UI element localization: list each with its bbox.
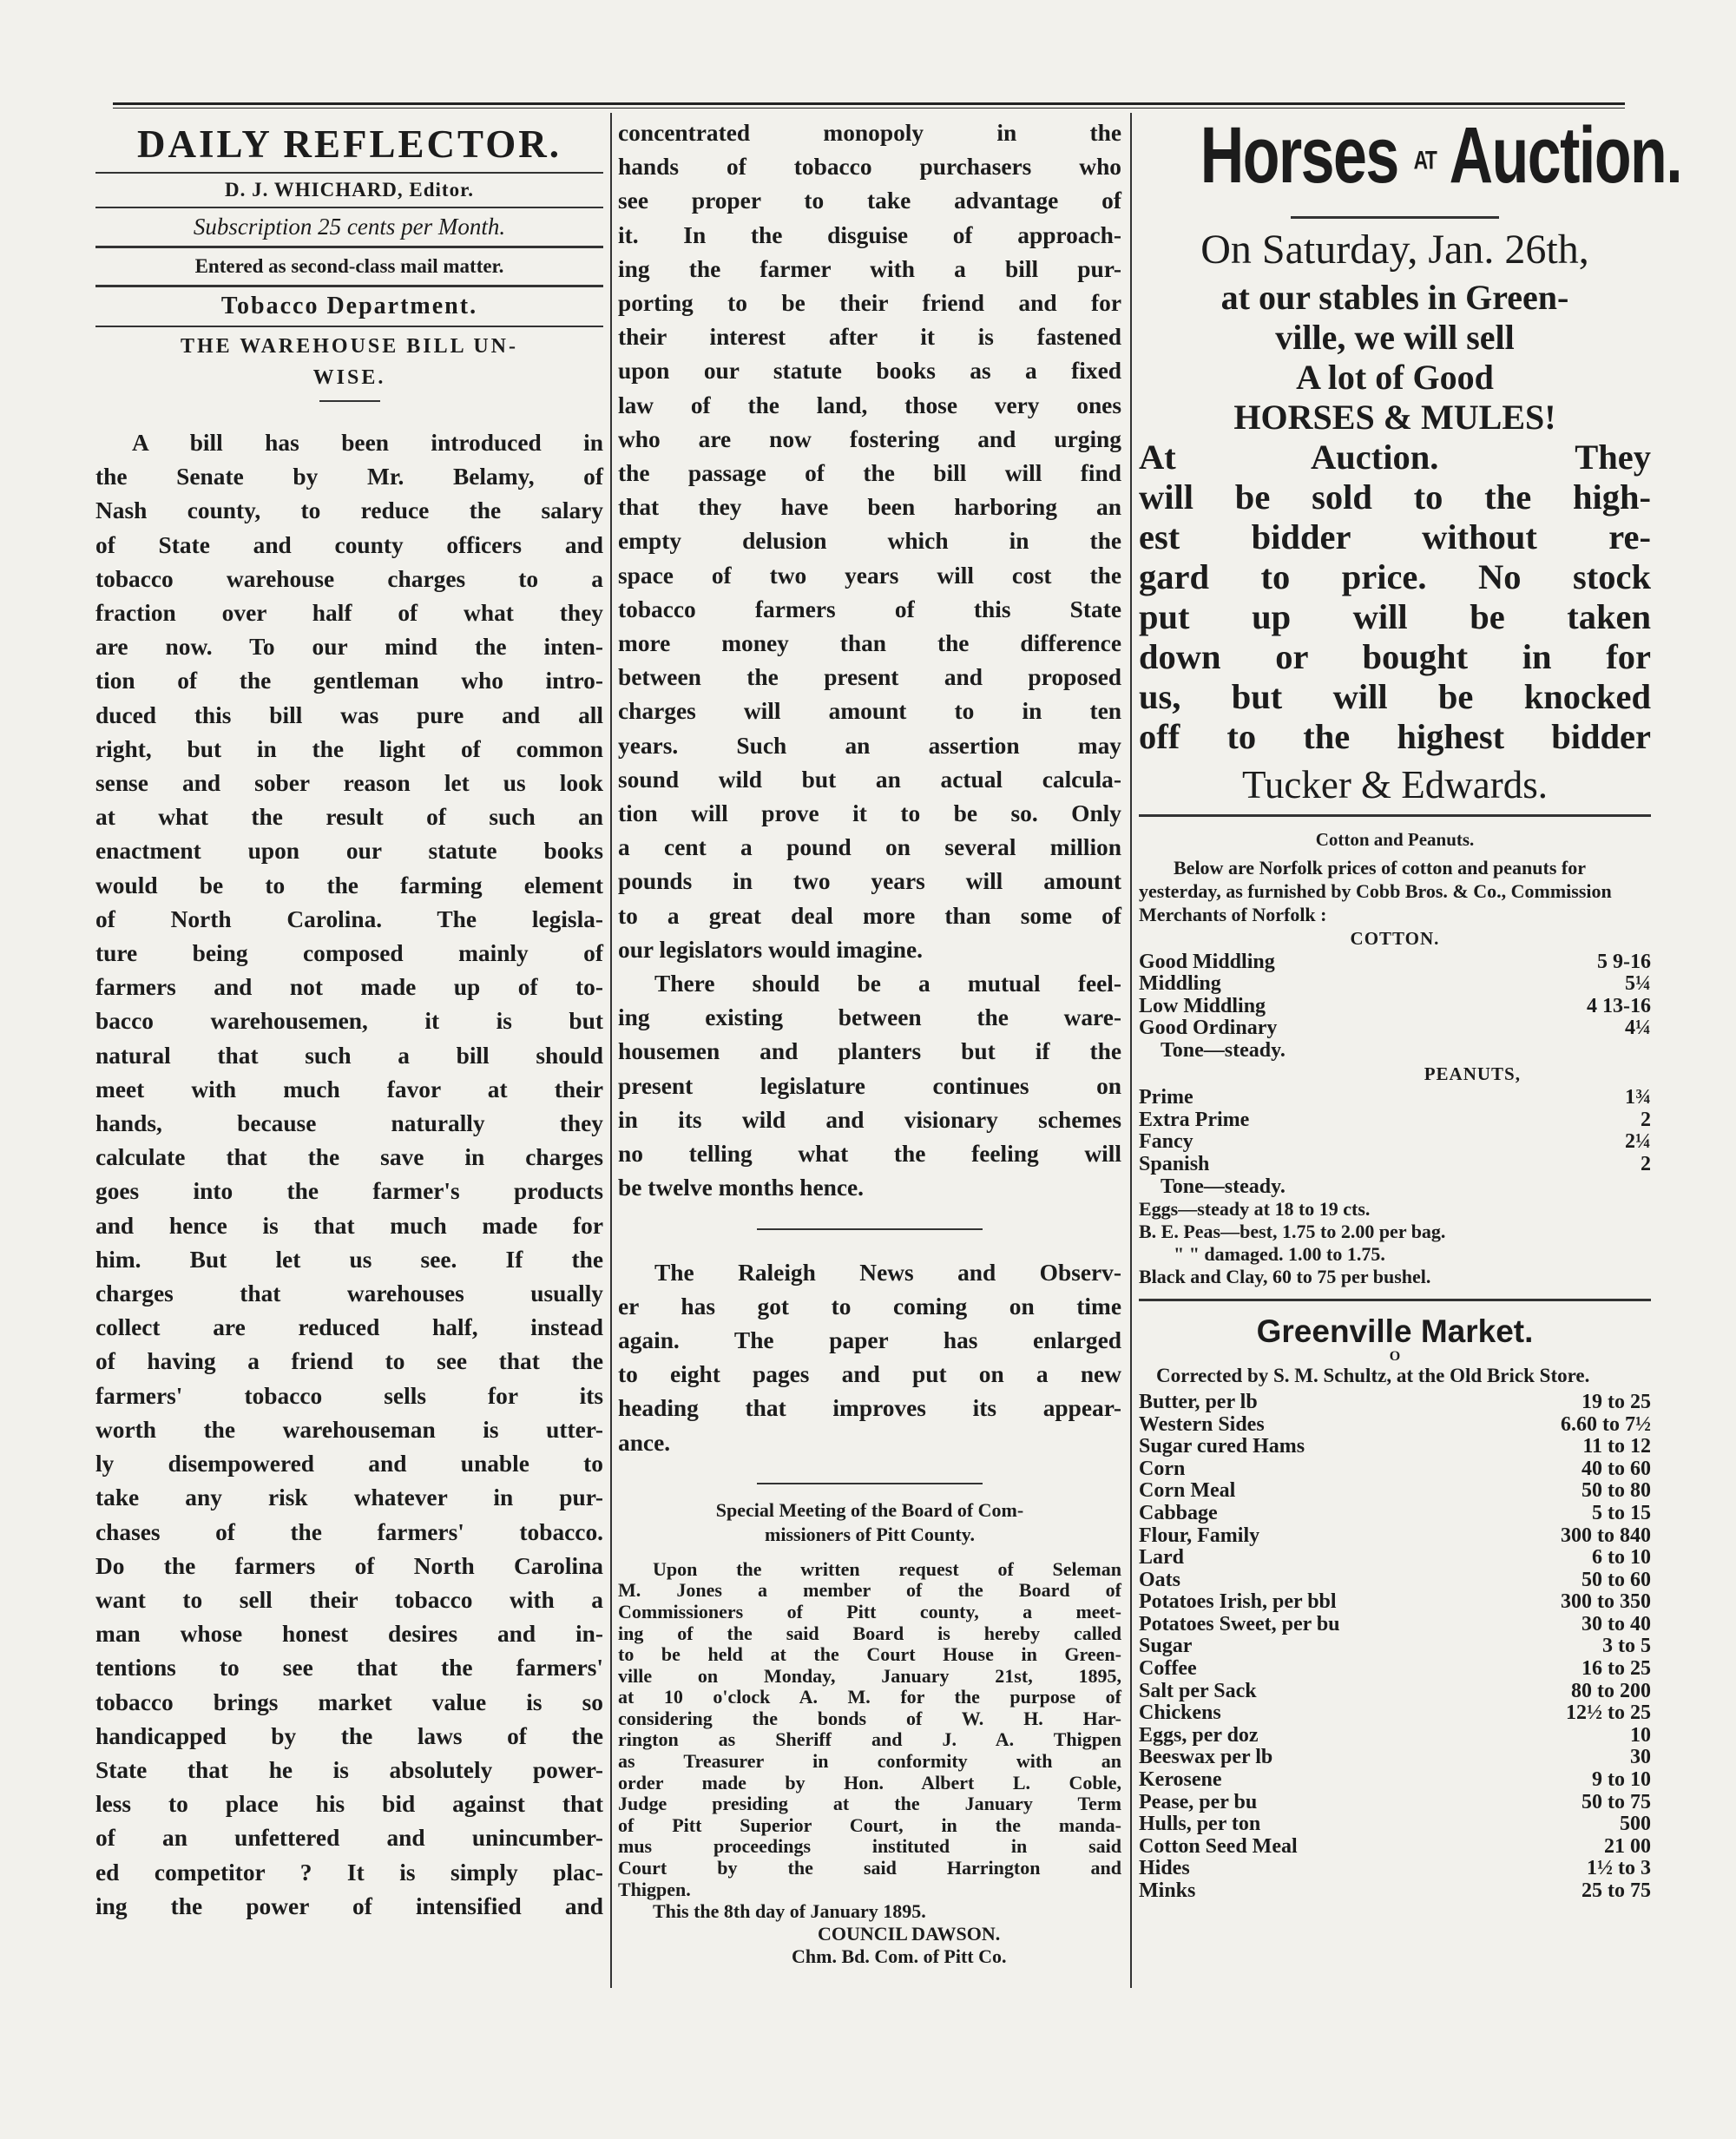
auction-line-2: ville, we will sell bbox=[1275, 317, 1515, 357]
text-line: Commissioners of Pitt county, a meet- bbox=[618, 1600, 1121, 1622]
text-line: off to the highest bidder bbox=[1139, 716, 1651, 756]
auction-date: On Saturday, Jan. 26th, bbox=[1200, 226, 1589, 273]
market-row-name: Sugar bbox=[1139, 1635, 1193, 1658]
text-line: gard to price. No stock bbox=[1139, 556, 1651, 596]
text-line: want to sell their tobacco with a bbox=[95, 1586, 603, 1613]
text-line: Do the farmers of North Carolina bbox=[95, 1552, 603, 1579]
top-rule bbox=[113, 102, 1625, 105]
text-line: put up will be taken bbox=[1139, 596, 1651, 636]
ornamental-rule bbox=[1291, 216, 1499, 219]
text-line: ture being composed mainly of bbox=[95, 940, 603, 967]
peanut-row-name: Extra Prime bbox=[1139, 1108, 1250, 1131]
market-row-name: Coffee bbox=[1139, 1657, 1197, 1681]
auction-line-4: HORSES & MULES! bbox=[1233, 397, 1556, 437]
text-line: heading that improves its appear- bbox=[618, 1395, 1121, 1422]
market-row-price: 50 to 80 bbox=[1581, 1479, 1651, 1503]
text-line: ing the power of intensified and bbox=[95, 1892, 603, 1919]
market-row-name: Flour, Family bbox=[1139, 1524, 1260, 1547]
text-line: Nash county, to reduce the salary bbox=[95, 497, 603, 524]
text-line: see proper to take advantage of bbox=[618, 188, 1121, 214]
text-line: more money than the difference bbox=[618, 630, 1121, 657]
divider bbox=[95, 326, 603, 327]
market-row-price: 21 00 bbox=[1604, 1834, 1651, 1858]
market-title: Greenville Market. bbox=[1256, 1313, 1534, 1349]
cotton-row-name: Low Middling bbox=[1139, 994, 1266, 1017]
market-row bbox=[1139, 1836, 1651, 1859]
text-line: no telling what the feeling will bbox=[618, 1141, 1121, 1168]
divider bbox=[757, 1228, 983, 1230]
text-line: handicapped by the laws of the bbox=[95, 1722, 603, 1749]
market-row-price: 1½ to 3 bbox=[1587, 1857, 1651, 1880]
divider bbox=[757, 1483, 983, 1484]
mail-notice: Entered as second-class mail matter. bbox=[194, 255, 504, 277]
text-line: ing existing between the ware- bbox=[618, 1004, 1121, 1031]
meeting-date: This the 8th day of January 1895. bbox=[653, 1900, 926, 1923]
text-line: Court by the said Harrington and bbox=[618, 1857, 1121, 1879]
text-line: ing of the said Board is hereby called bbox=[618, 1622, 1121, 1644]
peanut-row bbox=[1139, 1131, 1651, 1153]
text-line: tion will prove it to be so. Only bbox=[618, 800, 1121, 827]
market-row bbox=[1139, 1858, 1651, 1880]
text-line: enactment upon our statute books bbox=[95, 838, 603, 865]
text-line: take any risk whatever in pur- bbox=[95, 1484, 603, 1511]
text-line: tentions to see that the farmers' bbox=[95, 1655, 603, 1682]
text-line: the passage of the bill will find bbox=[618, 460, 1121, 487]
market-row bbox=[1139, 1414, 1651, 1437]
text-line: ville on Monday, January 21st, 1895, bbox=[618, 1664, 1121, 1687]
peanut-row bbox=[1139, 1109, 1651, 1131]
auction-title-at: AT bbox=[1413, 146, 1437, 175]
text-line: the Senate by Mr. Belamy, of bbox=[95, 464, 603, 490]
text-line: sound wild but an actual calcula- bbox=[618, 766, 1121, 793]
text-line: that they have been harboring an bbox=[618, 494, 1121, 521]
market-row-price: 40 to 60 bbox=[1581, 1457, 1651, 1480]
text-line: him. But let us see. If the bbox=[95, 1246, 603, 1273]
market-row-name: Lard bbox=[1139, 1546, 1185, 1570]
text-line: hands of tobacco purchasers who bbox=[618, 154, 1121, 181]
auction-title-horses: Horses bbox=[1200, 111, 1398, 200]
text-line: mus proceedings instituted in said bbox=[618, 1835, 1121, 1858]
text-line: The Raleigh News and Observ- bbox=[654, 1259, 1121, 1286]
market-row bbox=[1139, 1813, 1651, 1836]
market-row-name: Beeswax per lb bbox=[1139, 1746, 1273, 1769]
text-line: Upon the written request of Seleman bbox=[653, 1557, 1121, 1580]
editor-line: D. J. WHICHARD, Editor. bbox=[225, 179, 474, 201]
peanut-row-name: Prime bbox=[1139, 1086, 1194, 1109]
text-line: years. Such an assertion may bbox=[618, 732, 1121, 759]
market-row bbox=[1139, 1725, 1651, 1747]
market-row bbox=[1139, 1503, 1651, 1525]
market-row-price: 16 to 25 bbox=[1581, 1657, 1651, 1681]
cotton-row bbox=[1139, 996, 1651, 1017]
column-3 bbox=[1139, 111, 1682, 1903]
text-line: natural that such a bill should bbox=[95, 1042, 603, 1069]
text-line: again. The paper has enlarged bbox=[618, 1326, 1121, 1353]
text-line: chases of the farmers' tobacco. bbox=[95, 1518, 603, 1545]
text-line: duced this bill was pure and all bbox=[95, 701, 603, 728]
text-line: to a great deal more than some of bbox=[618, 902, 1121, 929]
market-row-price: 11 to 12 bbox=[1582, 1435, 1651, 1458]
text-line: considering the bonds of W. H. Har- bbox=[618, 1707, 1121, 1729]
text-line: tobacco brings market value is so bbox=[95, 1688, 603, 1715]
text-line: of an unfettered and unincumber- bbox=[95, 1825, 603, 1852]
text-line: a cent a pound on several million bbox=[618, 834, 1121, 861]
subscription-line: Subscription 25 cents per Month. bbox=[193, 214, 506, 240]
text-line: calculate that the save in charges bbox=[95, 1144, 603, 1171]
peanut-row bbox=[1139, 1154, 1651, 1175]
text-line: tobacco warehouse charges to a bbox=[95, 565, 603, 592]
peanut-row-price: 2 bbox=[1641, 1108, 1651, 1131]
auction-firm: Tucker & Edwards. bbox=[1241, 762, 1549, 806]
text-line: er has got to coming on time bbox=[618, 1293, 1121, 1320]
market-row-price: 80 to 200 bbox=[1571, 1679, 1651, 1702]
market-row-price: 6.60 to 7½ bbox=[1561, 1412, 1651, 1436]
text-line: who are now fostering and urging bbox=[618, 425, 1121, 452]
market-row-name: Butter, per lb bbox=[1139, 1390, 1258, 1413]
auction-title bbox=[1200, 108, 1682, 209]
market-row bbox=[1139, 1614, 1651, 1636]
market-row-name: Oats bbox=[1139, 1568, 1180, 1591]
text-line: will be sold to the high- bbox=[1139, 477, 1651, 517]
market-row-name: Pease, per bu bbox=[1139, 1790, 1258, 1813]
market-row bbox=[1139, 1591, 1651, 1614]
text-line: empty delusion which in the bbox=[618, 528, 1121, 555]
text-line: meet with much favor at their bbox=[95, 1076, 603, 1102]
market-row-name: Potatoes Sweet, per bu bbox=[1139, 1612, 1340, 1636]
market-row bbox=[1139, 1480, 1651, 1503]
text-line: our legislators would imagine. bbox=[618, 936, 924, 963]
text-line: us, but will be knocked bbox=[1139, 676, 1651, 716]
column-rule-1 bbox=[610, 113, 612, 1988]
text-line: order made by Hon. Albert L. Coble, bbox=[618, 1771, 1121, 1793]
text-line: present legislature continues on bbox=[618, 1072, 1121, 1099]
market-row-price: 19 to 25 bbox=[1581, 1390, 1651, 1413]
cotton-tone: Tone—steady. bbox=[1161, 1039, 1286, 1063]
text-line: bacco warehousemen, it is but bbox=[95, 1008, 603, 1035]
market-row bbox=[1139, 1547, 1651, 1570]
text-line: pounds in two years will amount bbox=[618, 868, 1121, 895]
market-row bbox=[1139, 1792, 1651, 1814]
market-row-name: Minks bbox=[1139, 1879, 1196, 1903]
text-line: farmers' tobacco sells for its bbox=[95, 1382, 603, 1409]
text-line: less to place his bid against that bbox=[95, 1791, 603, 1818]
black-clay-note: Black and Clay, 60 to 75 per bushel. bbox=[1139, 1265, 1431, 1287]
text-line: concentrated monopoly in the bbox=[618, 120, 1121, 146]
market-row-price: 300 to 350 bbox=[1561, 1590, 1651, 1614]
text-line: would be to the farming element bbox=[95, 872, 603, 898]
market-intro: Corrected by S. M. Schultz, at the Old Brick Store. bbox=[1156, 1364, 1590, 1386]
market-row bbox=[1139, 1702, 1651, 1725]
cotton-row-price: 5¼ bbox=[1625, 972, 1651, 996]
text-line: at 10 o'clock A. M. for the purpose of bbox=[618, 1686, 1121, 1708]
text-line: ly disempowered and unable to bbox=[95, 1451, 603, 1478]
department-heading: Tobacco Department. bbox=[220, 293, 478, 319]
text-line: down or bought in for bbox=[1139, 636, 1651, 676]
text-line: space of two years will cost the bbox=[618, 562, 1121, 589]
market-row-name: Chickens bbox=[1139, 1701, 1221, 1725]
text-line: tion of the gentleman who intro- bbox=[95, 668, 603, 694]
divider bbox=[95, 207, 603, 208]
market-row bbox=[1139, 1880, 1651, 1903]
market-row-name: Eggs, per doz bbox=[1139, 1723, 1259, 1747]
meeting-signer-title: Chm. Bd. Com. of Pitt Co. bbox=[792, 1945, 1007, 1968]
text-line: of North Carolina. The legisla- bbox=[95, 905, 603, 932]
cotton-row bbox=[1139, 973, 1651, 995]
text-line: M. Jones a member of the Board of bbox=[618, 1579, 1121, 1602]
market-row-name: Corn Meal bbox=[1139, 1479, 1236, 1503]
text-line: rington as Sheriff and J. A. Thigpen bbox=[618, 1728, 1121, 1751]
market-row-price: 500 bbox=[1620, 1813, 1651, 1836]
text-line: charges that warehouses usually bbox=[95, 1280, 603, 1307]
market-row-price: 50 to 60 bbox=[1581, 1568, 1651, 1591]
text-line: it. In the disguise of approach- bbox=[618, 221, 1121, 248]
text-line: of Pitt Superior Court, in the manda- bbox=[618, 1813, 1121, 1836]
text-line: hands, because naturally they bbox=[95, 1110, 603, 1137]
meeting-signer: COUNCIL DAWSON. bbox=[818, 1923, 1001, 1945]
text-line: to be held at the Court House in Green- bbox=[618, 1643, 1121, 1666]
market-row-price: 30 to 40 bbox=[1581, 1612, 1651, 1636]
cotton-row-name: Good Ordinary bbox=[1139, 1016, 1278, 1039]
auction-line-3: A lot of Good bbox=[1296, 357, 1494, 397]
market-row-name: Cabbage bbox=[1139, 1501, 1218, 1524]
market-row-price: 5 to 15 bbox=[1592, 1501, 1651, 1524]
market-row-name: Hulls, per ton bbox=[1139, 1813, 1261, 1836]
text-line: porting to be their friend and for bbox=[618, 290, 1121, 317]
cotton-intro: Below are Norfolk prices of cotton and peanuts for yesterday, as furnished by Cobb Bros. & Co., Commission Merchants of Norfolk : bbox=[1139, 856, 1612, 925]
text-line: housemen and planters but if the bbox=[618, 1038, 1121, 1065]
market-row bbox=[1139, 1769, 1651, 1792]
text-line: A bill has been introduced in bbox=[132, 430, 603, 456]
divider bbox=[95, 172, 603, 174]
text-line: are now. To our mind the inten- bbox=[95, 634, 603, 661]
text-line: and hence is that much made for bbox=[95, 1212, 603, 1239]
cotton-row bbox=[1139, 951, 1651, 973]
market-row-name: Potatoes Irish, per bbl bbox=[1139, 1590, 1337, 1614]
text-line: fraction over half of what they bbox=[95, 600, 603, 627]
peanut-row-price: 1¾ bbox=[1625, 1086, 1651, 1109]
text-line: ed competitor ? It is simply plac- bbox=[95, 1859, 603, 1886]
peas-note-1: B. E. Peas—best, 1.75 to 2.00 per bag. bbox=[1139, 1220, 1446, 1242]
market-row-price: 30 bbox=[1630, 1746, 1651, 1769]
text-line: right, but in the light of common bbox=[95, 735, 603, 762]
market-row-price: 12½ to 25 bbox=[1566, 1701, 1651, 1725]
market-row-price: 3 to 5 bbox=[1602, 1635, 1651, 1658]
market-row-price: 9 to 10 bbox=[1592, 1768, 1651, 1792]
peanut-row-name: Fancy bbox=[1139, 1130, 1194, 1154]
text-line: of State and county officers and bbox=[95, 531, 603, 558]
cotton-row-name: Good Middling bbox=[1139, 950, 1275, 973]
article-headline-line-1: THE WAREHOUSE BILL UN- bbox=[181, 335, 518, 358]
market-price-list bbox=[1139, 1392, 1651, 1903]
market-row bbox=[1139, 1747, 1651, 1769]
meeting-headline-line-1: Special Meeting of the Board of Com- bbox=[715, 1498, 1024, 1521]
market-row bbox=[1139, 1436, 1651, 1458]
cotton-row-price: 4 13-16 bbox=[1587, 994, 1651, 1017]
article-text-column-2 bbox=[618, 116, 1121, 1206]
market-row-name: Sugar cured Hams bbox=[1139, 1435, 1305, 1458]
cotton-row bbox=[1139, 1017, 1651, 1039]
auction-body bbox=[1139, 438, 1651, 757]
market-row-price: 25 to 75 bbox=[1581, 1879, 1651, 1903]
article-headline-line-2: WISE. bbox=[312, 366, 386, 389]
text-line: goes into the farmer's products bbox=[95, 1178, 603, 1205]
cotton-subheading: COTTON. bbox=[1350, 927, 1440, 949]
column-rule-2 bbox=[1130, 113, 1132, 1988]
market-row-name: Salt per Sack bbox=[1139, 1679, 1257, 1702]
meeting-notice-text bbox=[618, 1559, 1121, 1901]
text-line: as Treasurer in conformity with an bbox=[618, 1750, 1121, 1773]
cotton-price-list bbox=[1139, 951, 1651, 1040]
column-2 bbox=[618, 116, 1121, 1968]
market-row-price: 10 bbox=[1630, 1723, 1651, 1747]
text-line: law of the land, those very ones bbox=[618, 392, 1121, 418]
meeting-headline-line-2: missioners of Pitt County. bbox=[765, 1523, 975, 1545]
text-line: be twelve months hence. bbox=[618, 1175, 865, 1201]
market-row-price: 50 to 75 bbox=[1581, 1790, 1651, 1813]
text-line: State that he is absolutely power- bbox=[95, 1756, 603, 1783]
market-row bbox=[1139, 1525, 1651, 1548]
text-line: farmers and not made up of to- bbox=[95, 974, 603, 1001]
text-line: tobacco farmers of this State bbox=[618, 596, 1121, 622]
text-line: collect are reduced half, instead bbox=[95, 1314, 603, 1341]
text-line: est bidder without re- bbox=[1139, 517, 1651, 556]
divider bbox=[95, 285, 603, 287]
raleigh-notice bbox=[618, 1256, 1121, 1460]
text-line: Judge presiding at the January Term bbox=[618, 1793, 1121, 1815]
divider bbox=[1139, 1299, 1651, 1301]
market-row-name: Cotton Seed Meal bbox=[1139, 1834, 1298, 1858]
text-line: of having a friend to see that the bbox=[95, 1348, 603, 1375]
market-row bbox=[1139, 1458, 1651, 1481]
cotton-row-price: 4¼ bbox=[1625, 1016, 1651, 1039]
market-row-price: 300 to 840 bbox=[1561, 1524, 1651, 1547]
article-text-column-1 bbox=[95, 426, 603, 1924]
text-line: Thigpen. bbox=[618, 1878, 691, 1900]
market-row-name: Western Sides bbox=[1139, 1412, 1265, 1436]
text-line: There should be a mutual feel- bbox=[654, 971, 1121, 997]
market-row bbox=[1139, 1681, 1651, 1703]
text-line: upon our statute books as a fixed bbox=[618, 358, 1121, 385]
text-line: at what the result of such an bbox=[95, 804, 603, 831]
market-row-name: Kerosene bbox=[1139, 1768, 1222, 1792]
column-1 bbox=[95, 122, 603, 1924]
divider bbox=[1139, 814, 1651, 817]
peanut-row-price: 2¼ bbox=[1625, 1130, 1651, 1154]
cotton-row-name: Middling bbox=[1139, 972, 1221, 996]
market-row bbox=[1139, 1658, 1651, 1681]
short-divider bbox=[319, 400, 380, 402]
peanut-row-price: 2 bbox=[1641, 1152, 1651, 1175]
text-line: At Auction. They bbox=[1139, 437, 1651, 477]
peanut-price-list bbox=[1139, 1087, 1651, 1175]
text-line: between the present and proposed bbox=[618, 664, 1121, 691]
eggs-note: Eggs—steady at 18 to 19 cts. bbox=[1139, 1197, 1371, 1220]
market-row bbox=[1139, 1636, 1651, 1658]
market-row-name: Corn bbox=[1139, 1457, 1186, 1480]
text-line: worth the warehouseman is utter- bbox=[95, 1416, 603, 1443]
market-row bbox=[1139, 1570, 1651, 1592]
text-line: sense and sober reason let us look bbox=[95, 770, 603, 797]
cotton-row-price: 5 9-16 bbox=[1597, 950, 1651, 973]
masthead-title: DAILY REFLECTOR. bbox=[137, 122, 562, 166]
text-line: man whose honest desires and in- bbox=[95, 1621, 603, 1648]
market-divider: O bbox=[1389, 1348, 1401, 1364]
text-line: in its wild and visionary schemes bbox=[618, 1106, 1121, 1133]
peanut-row bbox=[1139, 1087, 1651, 1109]
peanut-tone: Tone—steady. bbox=[1161, 1175, 1286, 1198]
auction-title-auction: Auction. bbox=[1449, 111, 1682, 200]
text-line: ance. bbox=[618, 1429, 671, 1456]
market-row-name: Hides bbox=[1139, 1857, 1190, 1880]
peas-note-2: " " damaged. 1.00 to 1.75. bbox=[1174, 1242, 1385, 1265]
text-line: to eight pages and put on a new bbox=[618, 1361, 1121, 1388]
peanut-row-name: Spanish bbox=[1139, 1152, 1210, 1175]
market-row bbox=[1139, 1392, 1651, 1414]
divider bbox=[95, 246, 603, 248]
text-line: their interest after it is fastened bbox=[618, 324, 1121, 351]
auction-line-1: at our stables in Green- bbox=[1220, 277, 1569, 317]
cotton-peanuts-heading: Cotton and Peanuts. bbox=[1315, 828, 1475, 850]
peanuts-subheading: PEANUTS, bbox=[1424, 1063, 1521, 1085]
market-row-price: 6 to 10 bbox=[1592, 1546, 1651, 1570]
text-line: ing the farmer with a bill pur- bbox=[618, 255, 1121, 282]
text-line: charges will amount to in ten bbox=[618, 698, 1121, 725]
